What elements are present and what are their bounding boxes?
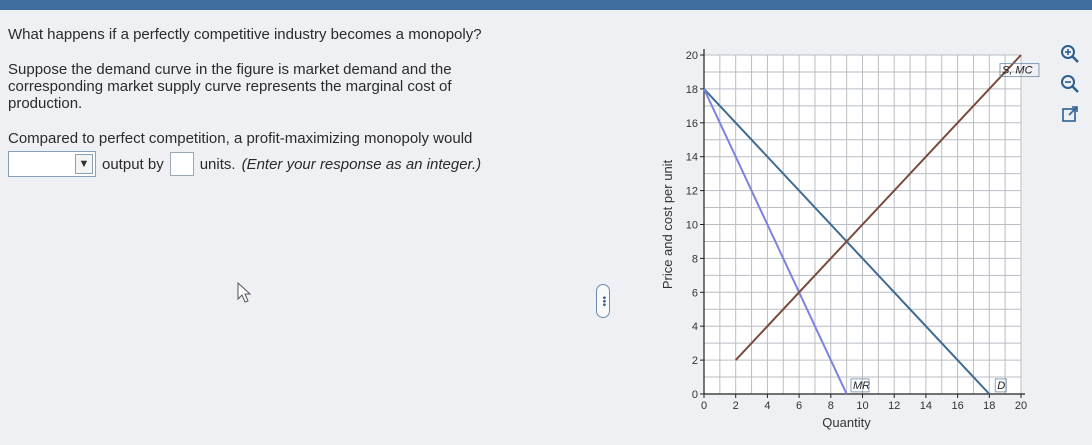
panel-splitter-handle[interactable]: ••• bbox=[596, 284, 610, 318]
y-tick-label: 20 bbox=[685, 50, 698, 62]
x-tick-label: 4 bbox=[764, 400, 771, 412]
answer-row bbox=[8, 151, 598, 177]
y-tick-label: 6 bbox=[691, 287, 698, 300]
intro-line: production. bbox=[8, 95, 83, 112]
x-tick-label: 20 bbox=[1014, 400, 1028, 412]
y-axis-label: Price and cost per unit bbox=[660, 159, 675, 290]
zoom-in-icon[interactable] bbox=[1058, 42, 1082, 66]
x-tick-label: 8 bbox=[827, 400, 834, 412]
y-tick-label: 14 bbox=[685, 151, 698, 164]
supply-mc-curve-label: S, MC bbox=[1001, 64, 1033, 77]
marginal-revenue-curve-label: MR bbox=[852, 379, 871, 392]
x-tick-label: 12 bbox=[888, 400, 901, 412]
mouse-cursor-icon bbox=[236, 282, 252, 304]
intro-line: Suppose the demand curve in the figure is market demand and the bbox=[8, 61, 452, 78]
units-label: units. bbox=[199, 155, 236, 173]
answer-hint: (Enter your response as an integer.) bbox=[241, 155, 482, 173]
direction-dropdown[interactable] bbox=[8, 151, 96, 177]
economics-graph bbox=[650, 40, 1045, 435]
intro-line: corresponding market supply curve represents the marginal cost of bbox=[8, 78, 452, 95]
y-tick-label: 2 bbox=[691, 355, 698, 368]
x-tick-label: 2 bbox=[732, 400, 739, 412]
dropdown-arrow-icon[interactable]: ▼ bbox=[75, 154, 93, 174]
question-intro bbox=[8, 61, 548, 112]
y-tick-label: 4 bbox=[691, 321, 698, 334]
zoom-out-icon[interactable] bbox=[1058, 72, 1082, 96]
units-answer-input[interactable] bbox=[170, 152, 194, 176]
y-tick-label: 0 bbox=[691, 389, 698, 401]
demand-curve-label: D bbox=[997, 379, 1006, 392]
x-tick-label: 14 bbox=[919, 400, 933, 412]
x-tick-label: 0 bbox=[700, 400, 708, 412]
question-title: What happens if a perfectly competitive industry becomes a monopoly? bbox=[8, 26, 482, 43]
y-tick-label: 12 bbox=[685, 185, 698, 198]
y-tick-label: 16 bbox=[685, 117, 698, 130]
y-tick-label: 10 bbox=[685, 219, 698, 232]
popout-icon[interactable] bbox=[1058, 102, 1082, 126]
question-prompt: Compared to perfect competition, a profit-maximizing monopoly would bbox=[8, 130, 473, 147]
x-axis-label: Quantity bbox=[822, 415, 871, 430]
top-bar bbox=[0, 0, 1092, 10]
y-tick-label: 8 bbox=[691, 253, 698, 266]
x-tick-label: 6 bbox=[796, 400, 803, 412]
output-by-label: output by bbox=[102, 155, 164, 173]
question-panel bbox=[8, 26, 598, 177]
x-tick-label: 18 bbox=[983, 400, 996, 412]
x-tick-label: 16 bbox=[951, 400, 964, 412]
x-tick-label: 10 bbox=[856, 400, 869, 412]
graph-toolbar bbox=[1058, 42, 1084, 126]
y-tick-label: 18 bbox=[685, 83, 698, 96]
